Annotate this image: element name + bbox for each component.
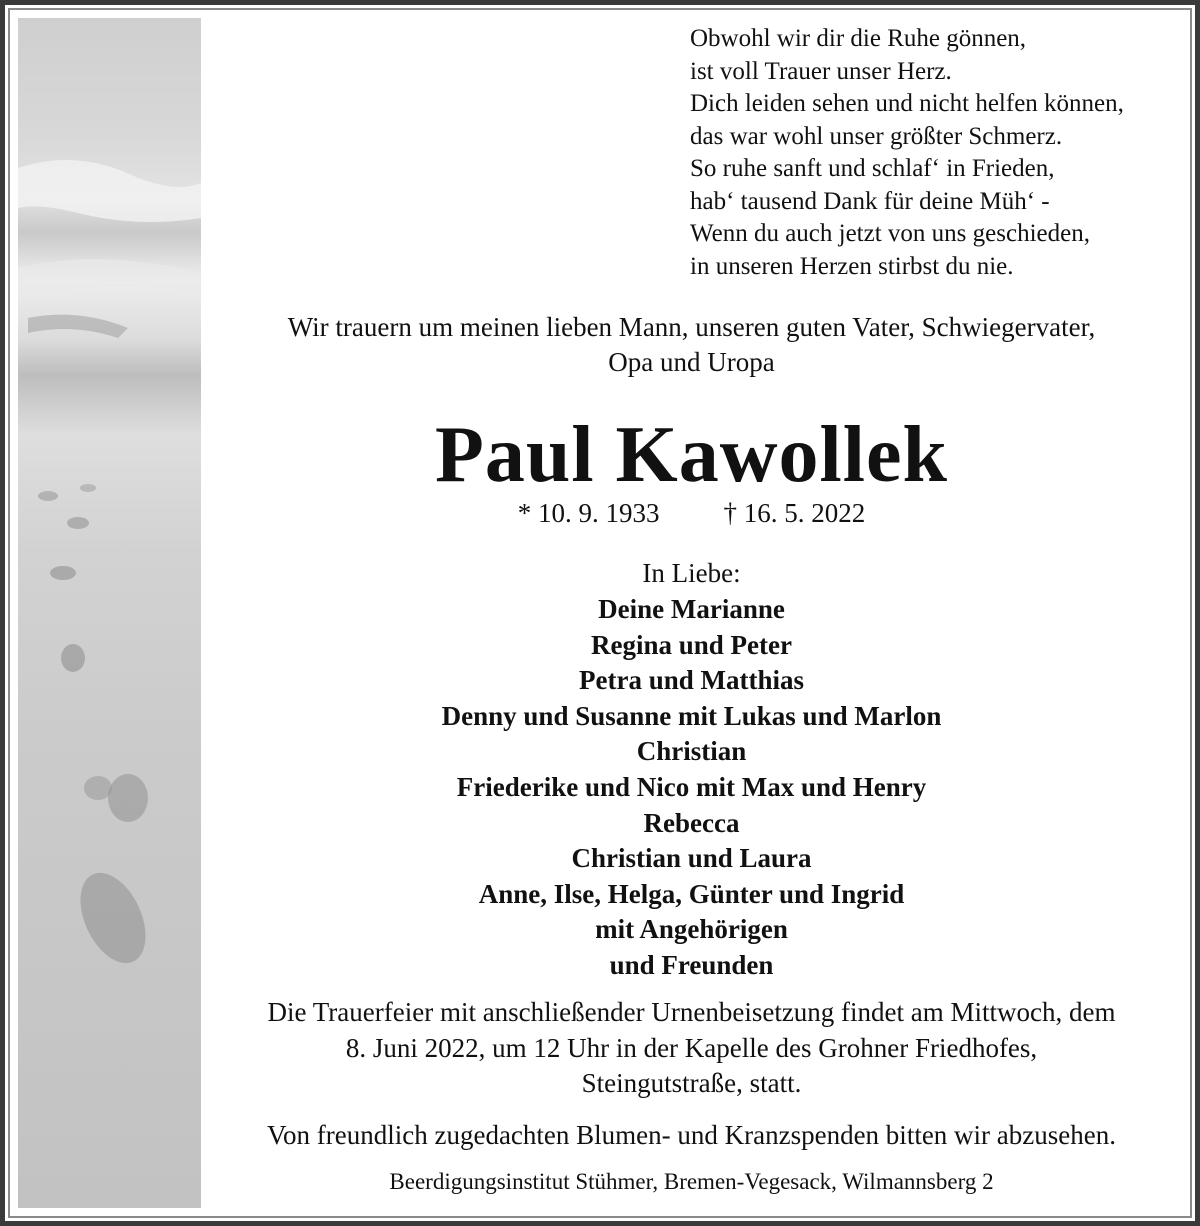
poem bbox=[690, 23, 1180, 283]
poem-line: das war wohl unser größter Schmerz. bbox=[690, 122, 1063, 150]
poem-line: in unseren Herzen stirbst du nie. bbox=[690, 252, 1014, 280]
undertaker-info: Beerdigungsinstitut Stühmer, Bremen-Vegesack, Wilmannsberg 2 bbox=[389, 1169, 994, 1194]
family-line: Friederike und Nico mit Max und Henry bbox=[456, 771, 927, 802]
ceremony-line: Die Trauerfeier mit anschließender Urnenbeisetzung findet am Mittwoch, dem bbox=[267, 997, 1116, 1027]
family-line: Deine Marianne bbox=[598, 594, 785, 624]
flowers-notice: Von freundlich zugedachten Blumen- und Kranzspenden bitten wir abzusehen. bbox=[267, 1120, 1116, 1150]
in-liebe-heading: In Liebe: bbox=[642, 558, 741, 588]
obituary-text bbox=[201, 18, 1182, 1208]
poem-line: hab‘ tausend Dank für deine Müh‘ - bbox=[690, 187, 1050, 215]
poem-line: So ruhe sanft und schlaf‘ in Frieden, bbox=[690, 155, 1055, 182]
family-line: Anne, Ilse, Helga, Günter und Ingrid bbox=[478, 878, 905, 909]
family-line: Rebecca bbox=[643, 807, 740, 838]
poem-line: Dich leiden sehen und nicht helfen können, bbox=[690, 90, 1124, 117]
intro-line: Opa und Uropa bbox=[608, 347, 775, 377]
birth-date: * 10. 9. 1933 bbox=[517, 498, 660, 528]
family-line: und Freunden bbox=[609, 949, 774, 980]
ceremony-line: 8. Juni 2022, um 12 Uhr in der Kapelle des Grohner Friedhofes, bbox=[345, 1032, 1038, 1063]
poem-line: ist voll Trauer unser Herz. bbox=[690, 57, 952, 85]
family-line: mit Angehörigen bbox=[595, 914, 788, 945]
mourning-intro bbox=[201, 310, 1182, 380]
deceased-name: Paul Kawollek bbox=[434, 411, 949, 499]
death-date: † 16. 5. 2022 bbox=[723, 498, 866, 528]
family-line: Petra und Matthias bbox=[579, 665, 804, 696]
ceremony-notice bbox=[201, 995, 1182, 1102]
poem-line: Wenn du auch jetzt von uns geschieden, bbox=[690, 220, 1090, 247]
family-line: Christian bbox=[636, 736, 747, 767]
life-dates bbox=[201, 496, 1182, 530]
intro-line: Wir trauern um meinen lieben Mann, unseren guten Vater, Schwiegervater, bbox=[287, 312, 1096, 342]
family-line: Christian und Laura bbox=[571, 843, 812, 874]
poem-line: Obwohl wir dir die Ruhe gönnen, bbox=[690, 25, 1027, 52]
family-line: Denny und Susanne mit Lukas und Marlon bbox=[441, 700, 942, 731]
footprints-icon bbox=[18, 18, 201, 1208]
beach-footprints-image bbox=[18, 18, 201, 1208]
family-line: Regina und Peter bbox=[591, 629, 792, 660]
ceremony-line: Steingutstraße, statt. bbox=[581, 1068, 802, 1098]
family-list bbox=[201, 592, 1182, 984]
